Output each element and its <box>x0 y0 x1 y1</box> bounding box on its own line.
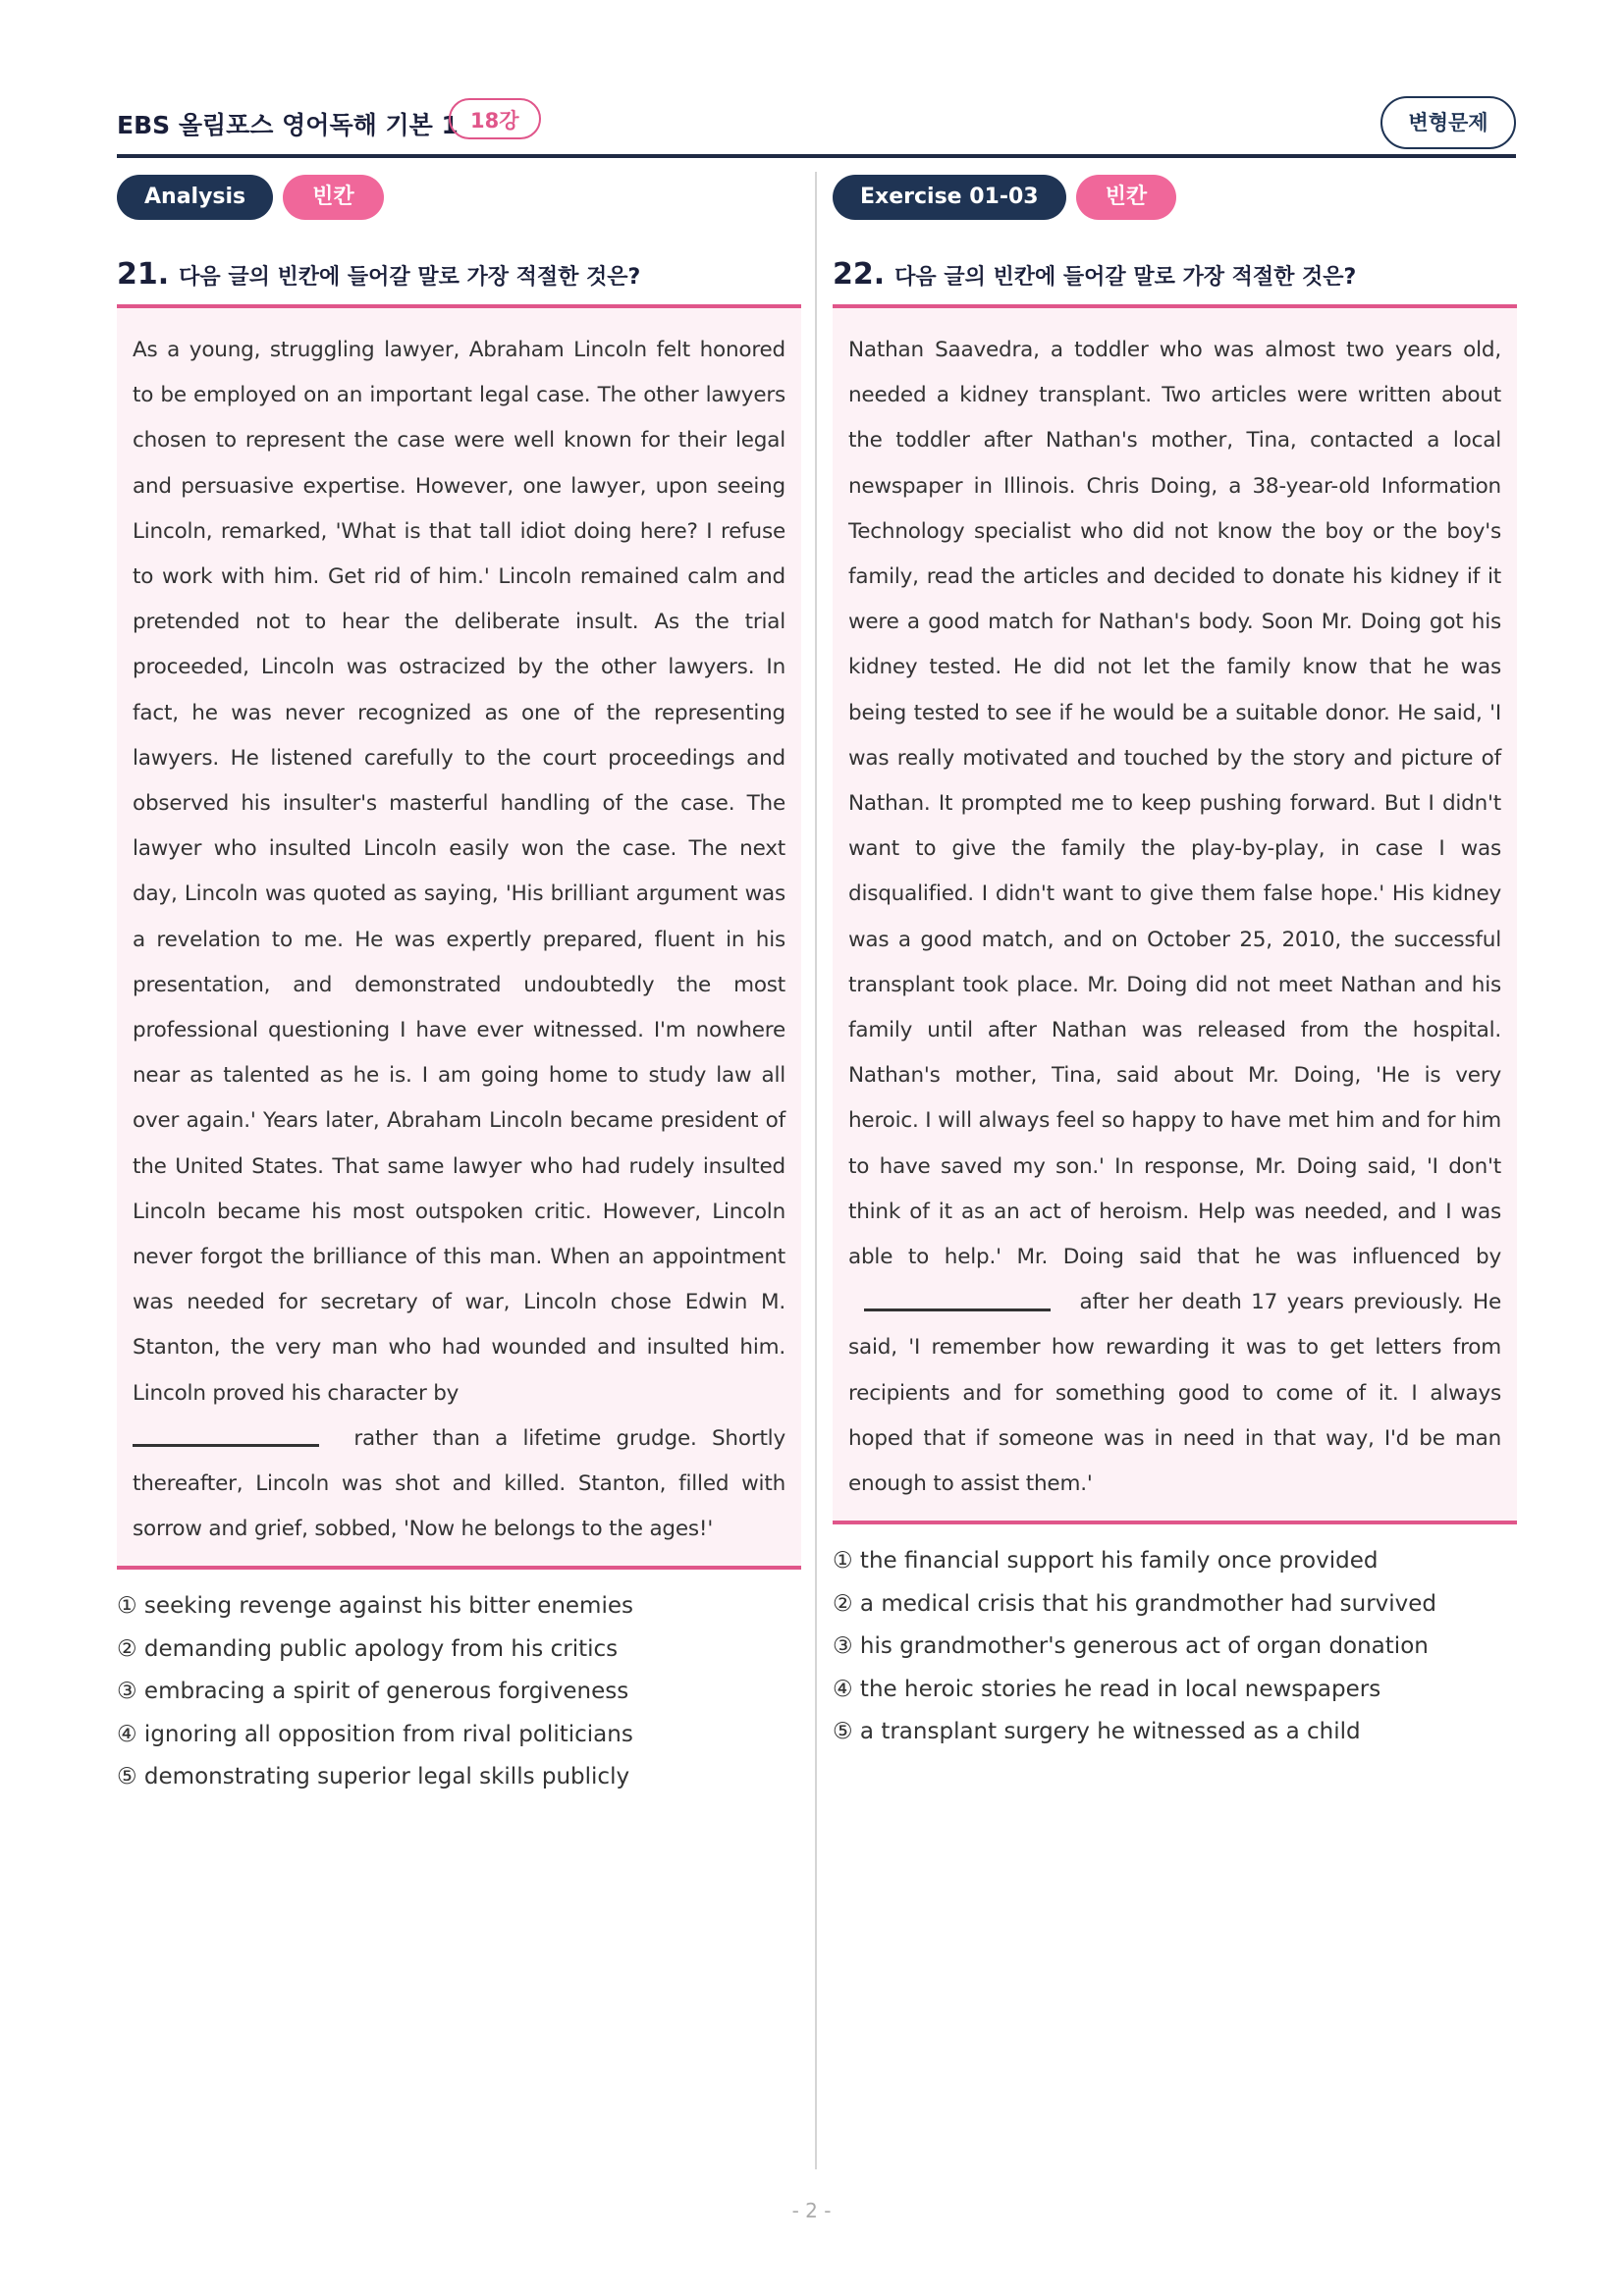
page-header <box>117 96 1516 151</box>
option-5[interactable]: ⑤ demonstrating superior legal skills publicly <box>117 1764 630 1790</box>
question-22 <box>833 257 1517 298</box>
passage-before-blank: Nathan Saavedra, a toddler who was almost two years old, needed a kidney transplant. Two articles were written about the toddler after Nathan's mother, Tina, contacted a local newspaper in Illinois. Chris Doing, a 38-year-old Information Technology specialist who did not know the boy or the boy's family, read the articles and decided to donate his kidney if it were a good match for Nathan's body. Soon Mr. Doing got his kidney tested. He did not let the family know that he was being tested to see if he would be a suitable donor. He said, 'I was really motivated and touched by the story and picture of Nathan. It prompted me to keep pushing forward. But I didn't want to give the family the play-by-play, in case I was disqualified. I didn't want to give them false hope.' His kidney was a good match, and on October 25, 2010, the successful transplant took place. Mr. Doing did not meet Nathan and his family until after Nathan was released from the hospital. Nathan's mother, Tina, said about Mr. Doing, 'He is very heroic. I will always feel so happy to have met him and for him to have saved my son.' In response, Mr. Doing said, 'I don't think of it as an act of heroism. Help was needed, and I was able to help.' Mr. Doing said that he was influenced by <box>848 338 1501 1270</box>
question-number: 22. <box>833 257 886 292</box>
blank-tag: 빈칸 <box>283 175 384 220</box>
right-tags <box>833 175 1517 222</box>
question-type-badge: 변형문제 <box>1380 96 1516 149</box>
passage-after-blank: after her death 17 years previously. He said, 'I remember how rewarding it was to get letters from recipients and for something good to come of it. I always hoped that if someone was in need in that way, I'd be man enough to assist them.' <box>848 1290 1501 1497</box>
option-2[interactable]: ② a medical crisis that his grandmother had survived <box>833 1590 1437 1617</box>
passage-before-blank: As a young, struggling lawyer, Abraham Lincoln felt honored to be employed on an important legal case. The other lawyers chosen to represent the case were well known for their legal and persuasive expertise. However, one lawyer, upon seeing Lincoln, remarked, 'What is that tall idiot doing here? I refuse to work with him. Get rid of him.' Lincoln remained calm and pretended not to hear the deliberate insult. As the trial proceeded, Lincoln was ostracized by the other lawyers. In fact, he was never recognized as one of the representing lawyers. He listened carefully to the court proceedings and observed his insulter's masterful handling of the case. The lawyer who insulted Lincoln easily won the case. The next day, Lincoln was quoted as saying, 'His brilliant argument was a revelation to me. He was expertly prepared, fluent in his presentation, and demonstrated undoubtedly the most professional questioning I have ever witnessed. I'm nowhere near as talented as he is. I am going home to study law all over again.' Years later, Abraham Lincoln became president of the United States. That same lawyer who had rudely insulted Lincoln became his most outspoken critic. However, Lincoln never forgot the brilliance of this man. When an appointment was needed for secretary of war, Lincoln chose Edwin M. Stanton, the very man who had wounded and insulted him. Lincoln proved his character by <box>133 338 785 1406</box>
book-title: EBS 올림포스 영어독해 기본 1 <box>117 111 459 139</box>
passage-21 <box>117 304 801 1570</box>
page-number: - 2 - <box>791 2199 832 2222</box>
passage-22 <box>833 304 1517 1524</box>
answer-blank <box>133 1430 319 1447</box>
question-number: 21. <box>117 257 170 292</box>
column-divider <box>815 172 817 2169</box>
passage-after-blank: rather than a lifetime grudge. Shortly thereafter, Lincoln was shot and killed. Stanton, filled with sorrow and grief, sobbed, 'Now he belongs to the ages!' <box>133 1425 785 1542</box>
option-3[interactable]: ③ embracing a spirit of generous forgiveness <box>117 1679 629 1705</box>
question-text: 다음 글의 빈칸에 들어갈 말로 가장 적절한 것은? <box>179 265 641 290</box>
option-1[interactable]: ① seeking revenge against his bitter enemies <box>117 1593 633 1620</box>
lesson-badge: 18강 <box>449 98 541 139</box>
option-4[interactable]: ④ ignoring all opposition from rival politicians <box>117 1721 633 1747</box>
option-2[interactable]: ② demanding public apology from his critics <box>117 1635 619 1662</box>
question-text: 다음 글의 빈칸에 들어갈 말로 가장 적절한 것은? <box>894 265 1357 290</box>
options-22 <box>833 1540 1517 1754</box>
left-column <box>117 175 801 1799</box>
option-5[interactable]: ⑤ a transplant surgery he witnessed as a child <box>833 1719 1361 1745</box>
header-rule <box>117 154 1516 158</box>
options-21 <box>117 1585 801 1799</box>
question-21 <box>117 257 801 298</box>
option-1[interactable]: ① the financial support his family once provided <box>833 1548 1379 1575</box>
blank-tag: 빈칸 <box>1076 175 1177 220</box>
answer-blank <box>864 1295 1051 1311</box>
passage-text <box>848 328 1501 1507</box>
option-4[interactable]: ④ the heroic stories he read in local newspapers <box>833 1676 1381 1702</box>
option-3[interactable]: ③ his grandmother's generous act of organ donation <box>833 1633 1429 1660</box>
passage-text <box>133 328 785 1552</box>
left-tags <box>117 175 801 222</box>
analysis-tag: Analysis <box>117 175 273 220</box>
right-column <box>833 175 1517 1754</box>
exercise-tag: Exercise 01-03 <box>833 175 1066 220</box>
